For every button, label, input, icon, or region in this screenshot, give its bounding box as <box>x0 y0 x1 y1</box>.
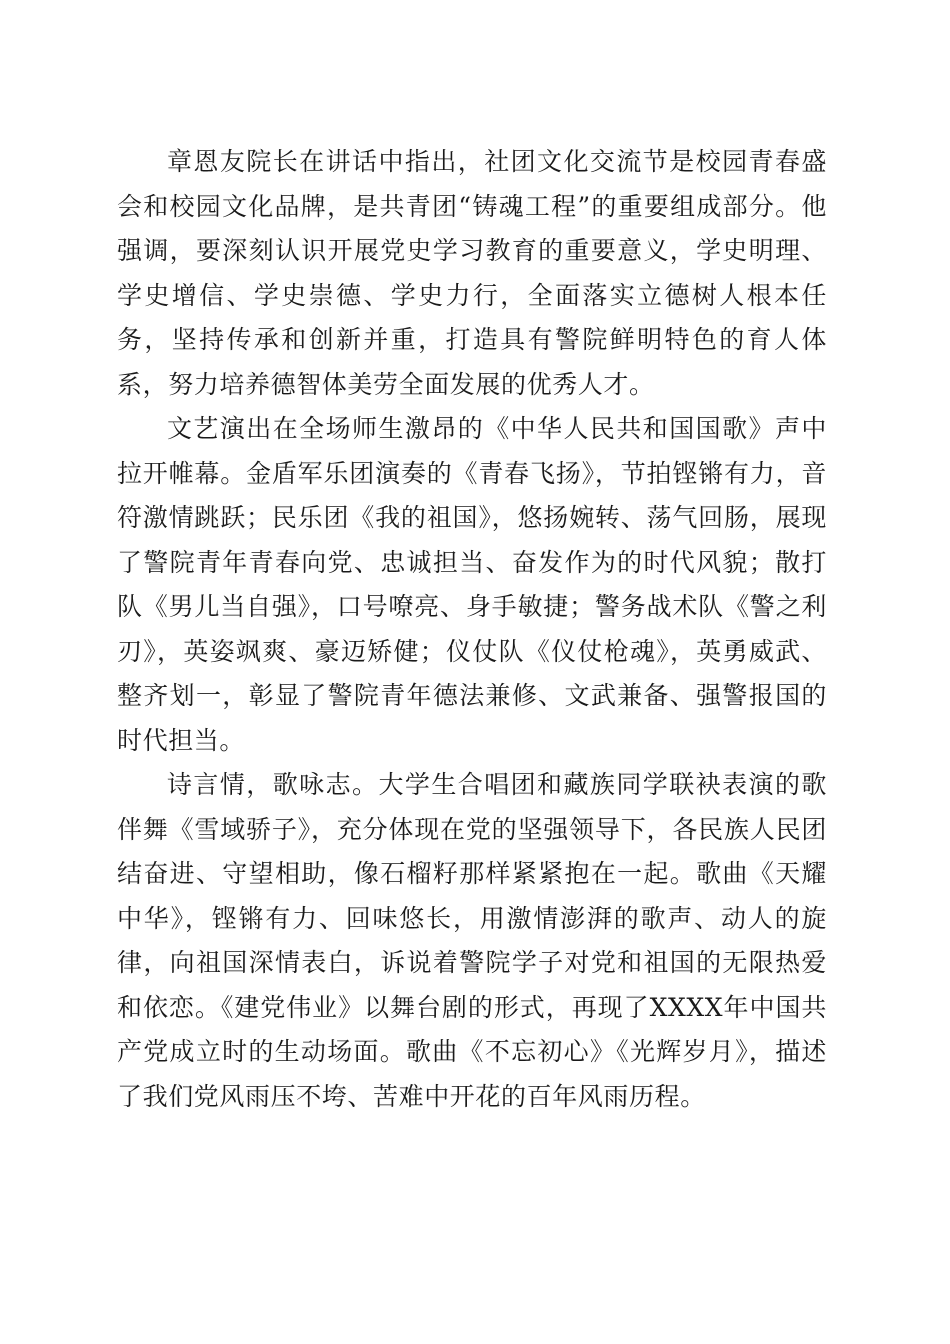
paragraph-songs: 诗言情，歌咏志。大学生合唱团和藏族同学联袂表演的歌伴舞《雪域骄子》，充分体现在党的坚强领导下，各民族人民团结奋进、守望相助，像石榴籽那样紧紧抱在一起。歌曲《天耀中华》，铿锵有力、回味悠长，用激情澎湃的歌声、动人的旋律，向祖国深情表白，诉说着警院学子对党和祖国的无限热爱和依恋。《建党伟业》以舞台剧的形式，再现了XXXX年中国共产党成立时的生动场面。歌曲《不忘初心》《光辉岁月》，描述了我们党风雨压不垮、苦难中开花的百年风雨历程。 <box>117 770 827 1111</box>
document-body <box>117 140 827 1119</box>
paragraph-performance: 文艺演出在全场师生激昂的《中华人民共和国国歌》声中拉开帷幕。金盾军乐团演奏的《青春飞扬》，节拍铿锵有力，音符激情跳跃；民乐团《我的祖国》，悠扬婉转、荡气回肠，展现了警院青年青春向党、忠诚担当、奋发作为的时代风貌；散打队《男儿当自强》，口号嘹亮、身手敏捷；警务战术队《警之利刃》，英姿飒爽、豪迈矫健；仪仗队《仪仗枪魂》，英勇威武、整齐划一，彰显了警院青年德法兼修、文武兼备、强警报国的时代担当。 <box>117 414 827 755</box>
paragraph-speech: 章恩友院长在讲话中指出，社团文化交流节是校园青春盛会和校园文化品牌，是共青团“铸魂工程”的重要组成部分。他强调，要深刻认识开展党史学习教育的重要意义，学史明理、学史增信、学史崇德、学史力行，全面落实立德树人根本任务，坚持传承和创新并重，打造具有警院鲜明特色的育人体系，努力培养德智体美劳全面发展的优秀人才。 <box>117 147 827 399</box>
